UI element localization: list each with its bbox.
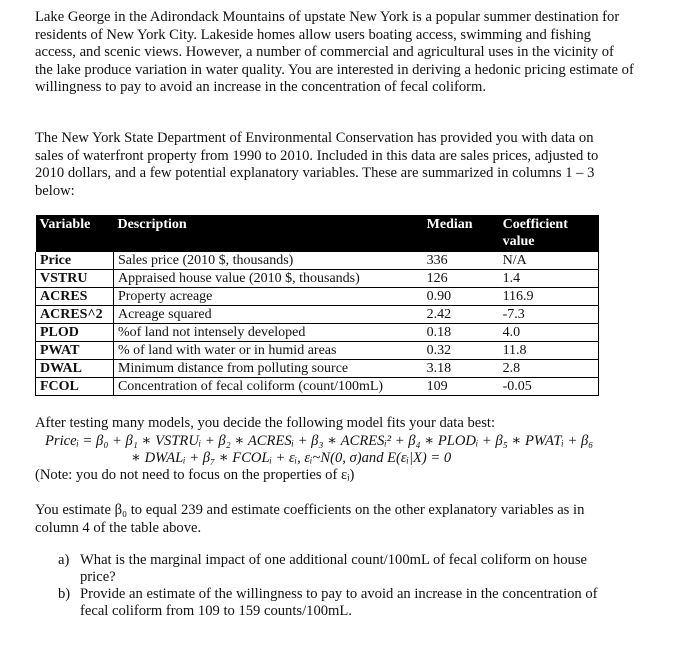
cell-coefficient: -7.3 xyxy=(499,306,599,324)
cell-coefficient: -0.05 xyxy=(499,378,599,396)
question-text: What is the marginal impact of one additional count/100mL of fecal coliform on house price? xyxy=(80,552,587,585)
cell-variable: VSTRU xyxy=(36,270,114,288)
cell-description: Sales price (2010 $, thousands) xyxy=(113,252,422,270)
cell-median: 109 xyxy=(423,378,499,396)
cell-description: Minimum distance from polluting source xyxy=(113,360,422,378)
cell-median: 3.18 xyxy=(423,360,499,378)
cell-description: % of land with water or in humid areas xyxy=(113,342,422,360)
table-row xyxy=(36,288,599,306)
cell-coefficient: 116.9 xyxy=(499,288,599,306)
cell-coefficient: N/A xyxy=(499,252,599,270)
question-text: Provide an estimate of the willingness to pay to avoid an increase in the concentration of fecal coliform from 109 to 159 counts/100mL. xyxy=(80,586,598,619)
cell-description: Concentration of fecal coliform (count/100mL) xyxy=(113,378,422,396)
estimate-paragraph: You estimate β₀ to equal 239 and estimate coefficients on the other explanatory variables as in column 4 of the table above. xyxy=(35,502,585,536)
equation-line-2: ∗ DWALᵢ + β₇ ∗ FCOLᵢ + εᵢ, εᵢ~N(0, σ)and E(εᵢ|X) = 0 xyxy=(131,450,452,466)
cell-description: Appraised house value (2010 $, thousands) xyxy=(113,270,422,288)
note-text: (Note: you do not need to focus on the properties of εᵢ) xyxy=(35,467,355,483)
cell-variable: Price xyxy=(36,252,114,270)
table-row xyxy=(36,252,599,270)
questions-list xyxy=(58,552,618,620)
variables-table xyxy=(35,215,599,396)
cell-variable: DWAL xyxy=(36,360,114,378)
data-paragraph: The New York State Department of Environmental Conservation has provided you with data on sales of waterfront property from 1990 to 2010. Included in this data are sales prices, adjusted to 2010 dollars, and a few potential explanatory variables. These are summarized in columns 1 – 3 below: xyxy=(35,130,599,199)
cell-median: 0.32 xyxy=(423,342,499,360)
cell-coefficient: 1.4 xyxy=(499,270,599,288)
header-coefficient: Coefficient value xyxy=(499,215,599,252)
table-header-row xyxy=(36,215,599,252)
header-variable: Variable xyxy=(36,215,114,252)
cell-description: Acreage squared xyxy=(113,306,422,324)
intro-paragraph: Lake George in the Adirondack Mountains of upstate New York is a popular summer destination for residents of New York City. Lakeside homes allow users boating access, swimming and fishing access, and scenic views. However, a number of commercial and agricultural uses in the vicinity of the lake produce variation in water quality. You are interested in deriving a hedonic pricing estimate of willingness to pay to avoid an increase in the concentration of fecal coliform. xyxy=(35,9,634,95)
question-label: a) xyxy=(58,552,70,568)
table-row xyxy=(36,324,599,342)
cell-median: 126 xyxy=(423,270,499,288)
cell-median: 336 xyxy=(423,252,499,270)
header-description: Description xyxy=(113,215,422,252)
cell-variable: ACRES xyxy=(36,288,114,306)
cell-variable: ACRES^2 xyxy=(36,306,114,324)
model-intro: After testing many models, you decide the following model fits your data best: xyxy=(35,415,496,431)
cell-median: 0.90 xyxy=(423,288,499,306)
cell-median: 2.42 xyxy=(423,306,499,324)
header-median: Median xyxy=(423,215,499,252)
cell-variable: PWAT xyxy=(36,342,114,360)
table-row xyxy=(36,306,599,324)
table-row xyxy=(36,360,599,378)
table-row xyxy=(36,270,599,288)
question-a xyxy=(58,552,618,586)
cell-description: %of land not intensely developed xyxy=(113,324,422,342)
cell-coefficient: 4.0 xyxy=(499,324,599,342)
cell-description: Property acreage xyxy=(113,288,422,306)
equation-line-1: Priceᵢ = β₀ + β₁ ∗ VSTRUᵢ + β₂ ∗ ACRESᵢ + β₃ ∗ ACRESᵢ² + β₄ ∗ PLODᵢ + β₅ ∗ PWATᵢ + β₆ xyxy=(45,433,594,449)
cell-coefficient: 11.8 xyxy=(499,342,599,360)
table-row xyxy=(36,378,599,396)
cell-variable: FCOL xyxy=(36,378,114,396)
cell-variable: PLOD xyxy=(36,324,114,342)
question-b xyxy=(58,586,618,620)
table-row xyxy=(36,342,599,360)
cell-coefficient: 2.8 xyxy=(499,360,599,378)
cell-median: 0.18 xyxy=(423,324,499,342)
question-label: b) xyxy=(58,586,71,602)
